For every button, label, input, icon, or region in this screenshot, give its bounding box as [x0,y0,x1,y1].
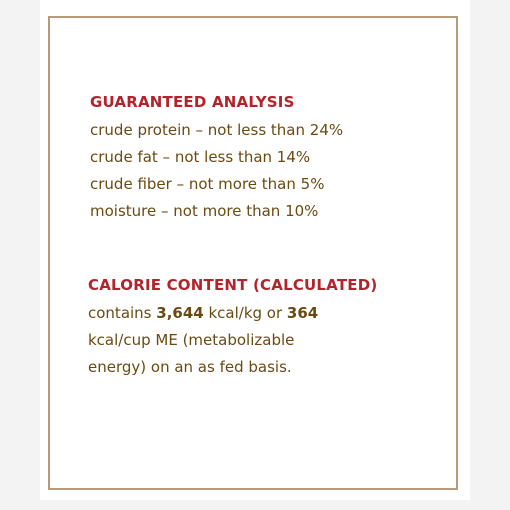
analysis-line-moisture: moisture – not more than 10% [90,202,319,220]
calorie-content-heading: CALORIE CONTENT (CALCULATED) [88,276,378,294]
label-panel [40,0,470,500]
calorie-line-3: energy) on an as fed basis. [88,358,292,376]
analysis-line-fiber: crude fiber – not more than 5% [90,175,325,193]
calorie-line-2: kcal/cup ME (metabolizable [88,331,295,349]
guaranteed-analysis-heading: GUARANTEED ANALYSIS [90,93,295,111]
kcal-per-cup-value: 364 [286,304,319,322]
calorie-line-1-middle: kcal/kg or [203,304,287,322]
label-frame [48,16,458,490]
analysis-line-protein: crude protein – not less than 24% [90,121,344,139]
calorie-line-1-prefix: contains [88,304,157,322]
analysis-line-fat: crude fat – not less than 14% [90,148,311,166]
calorie-line-1 [88,304,318,322]
kcal-per-kg-value: 3,644 [156,304,204,322]
